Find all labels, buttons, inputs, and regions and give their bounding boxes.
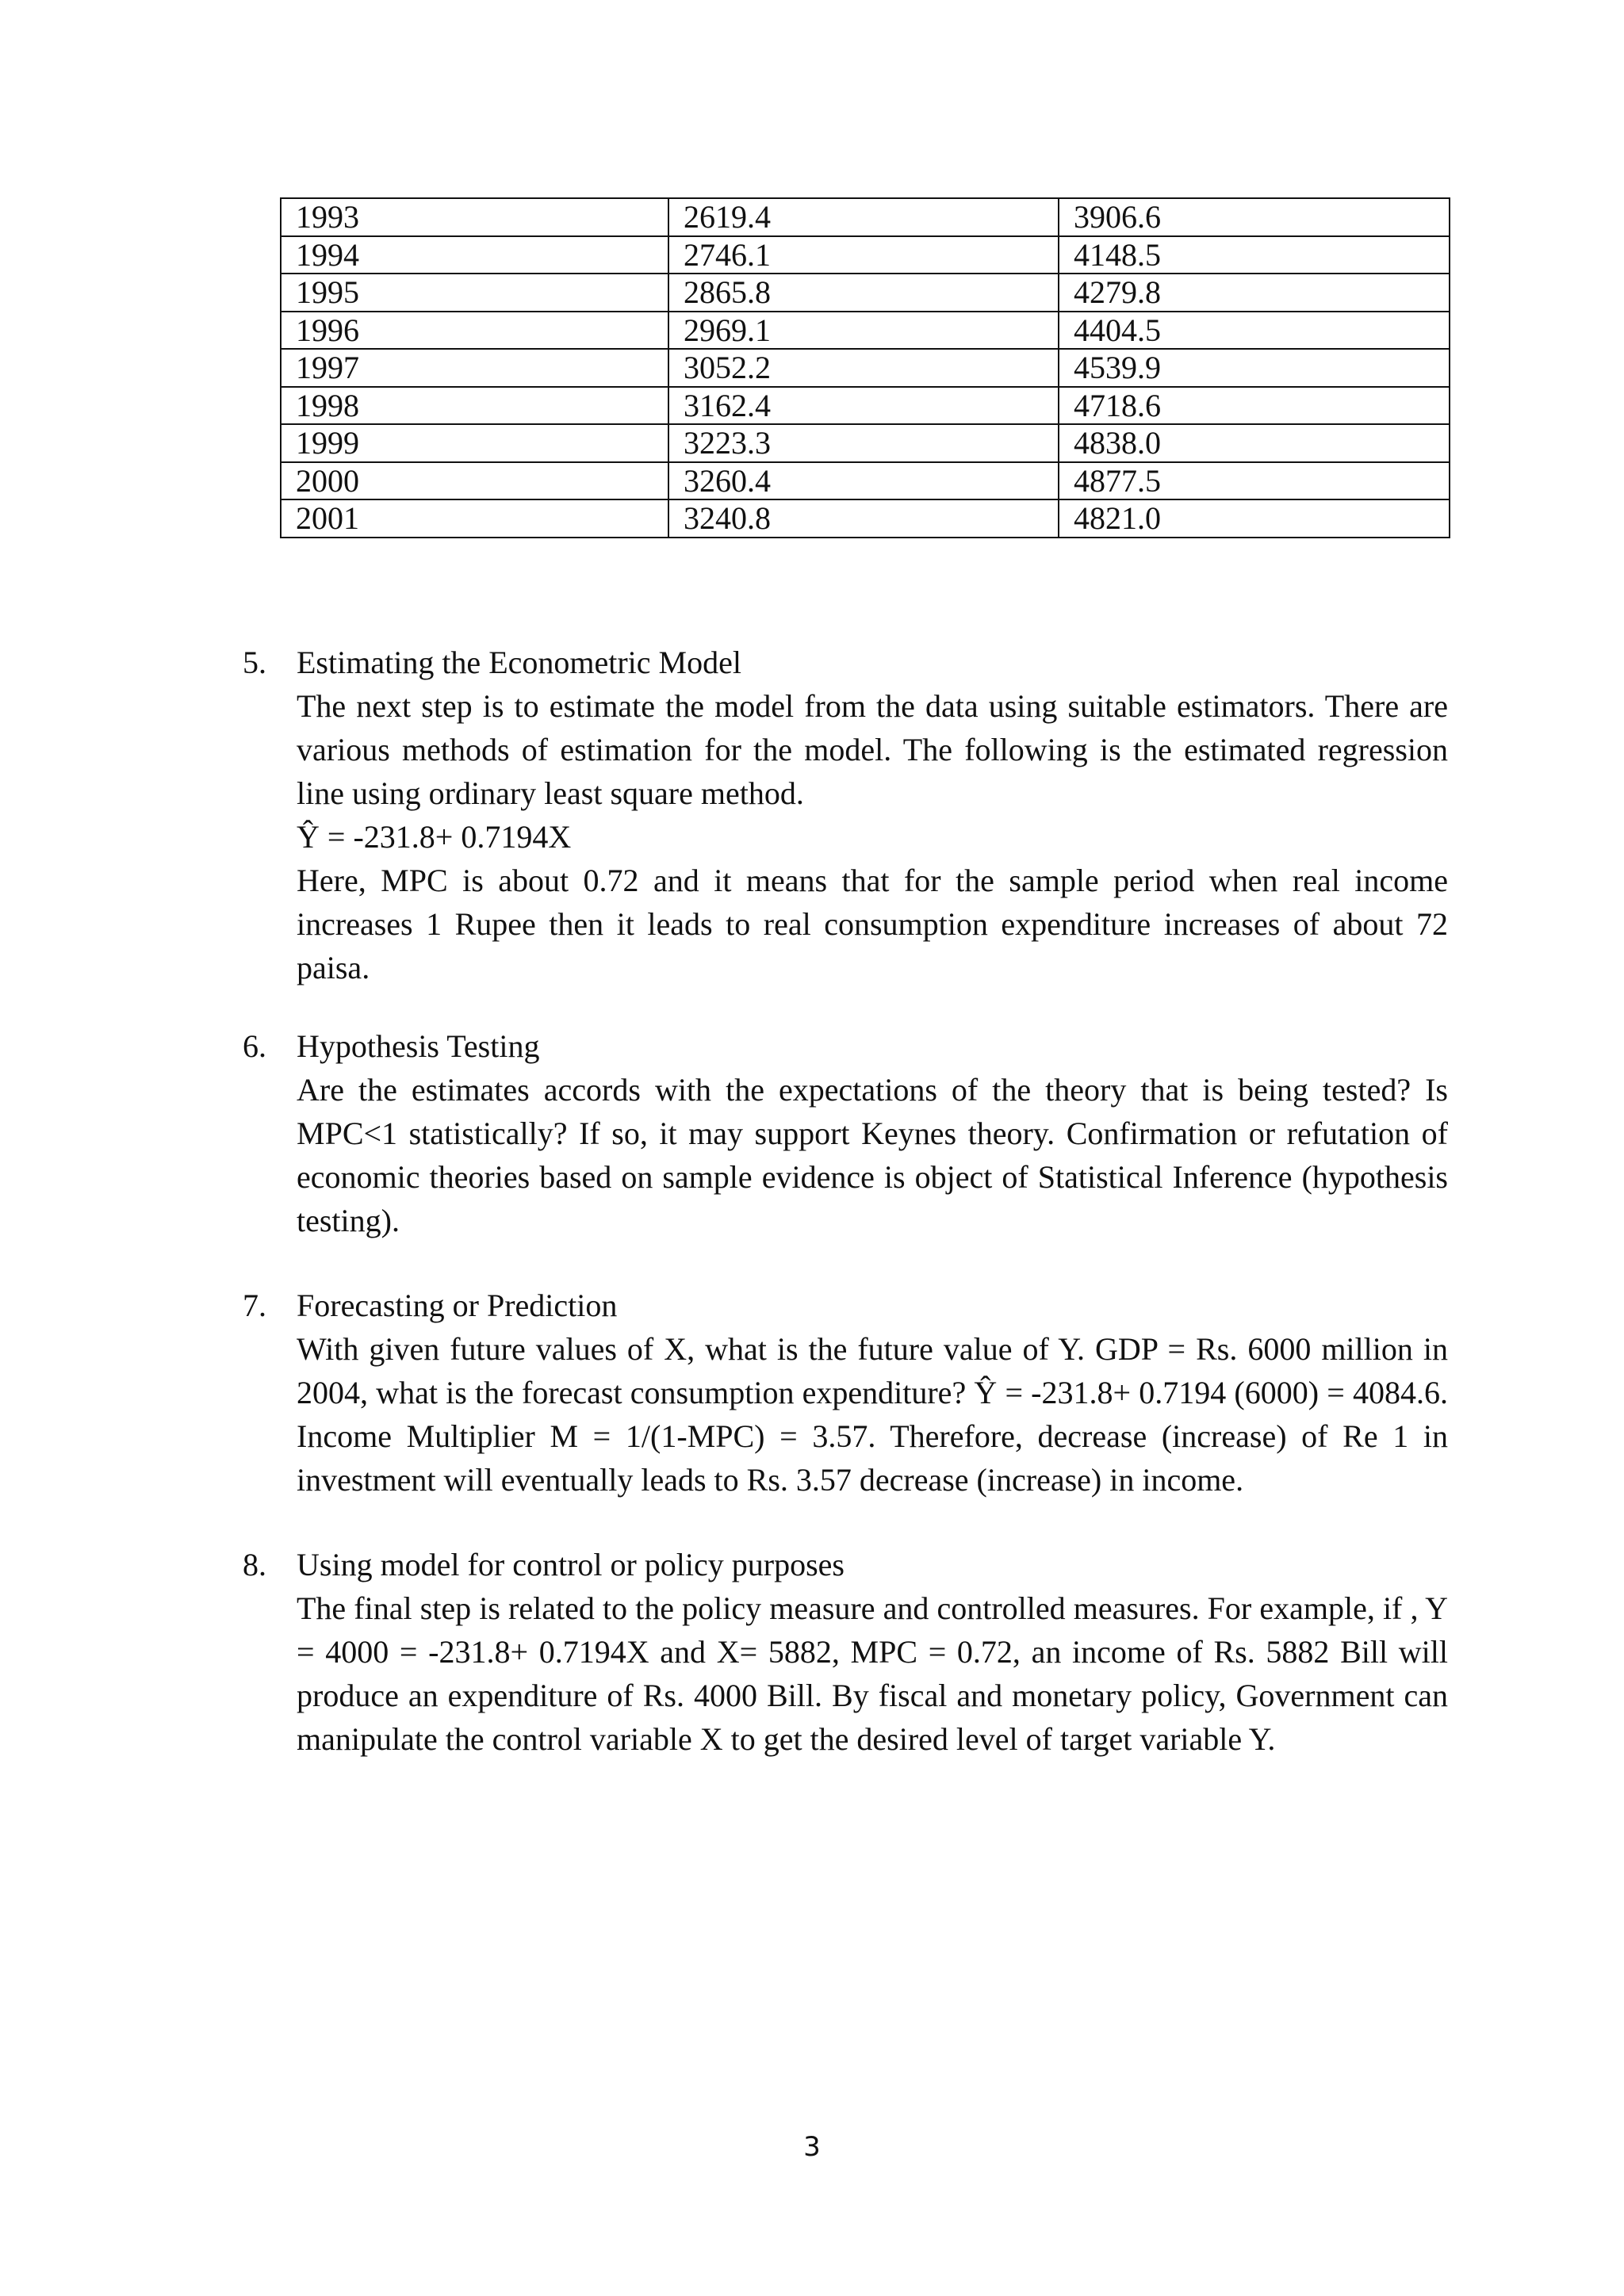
table-cell: 3260.4 — [668, 462, 1059, 500]
section-title: Hypothesis Testing — [297, 1028, 540, 1064]
table-row — [281, 387, 1450, 425]
table-cell: 1995 — [281, 274, 668, 312]
section-hypothesis-testing — [243, 1024, 1448, 1242]
section-intro-paragraph: The next step is to estimate the model from the data using suitable estimators. There are various methods of estimation for the model. The following is the estimated regression line using ordinary least square method. — [297, 688, 1448, 811]
table-cell: 2969.1 — [668, 312, 1059, 350]
table-row — [281, 462, 1450, 500]
table-cell: 2746.1 — [668, 236, 1059, 274]
table-row — [281, 274, 1450, 312]
table-cell: 4718.6 — [1059, 387, 1450, 425]
table-cell: 1994 — [281, 236, 668, 274]
section-paragraph: With given future values of X, what is the future value of Y. GDP = Rs. 6000 million in 2004, what is the forecast consumption expenditure? Ŷ = -231.8+ 0.7194 (6000) = 4084.6. Income Multiplier M = 1/(1-MPC) = 3.57. Therefore, decrease (increase) of Re 1 in investment will eventually leads to Rs. 3.57 decrease (increase) in income. — [297, 1331, 1448, 1498]
table-cell: 4279.8 — [1059, 274, 1450, 312]
table-cell: 1996 — [281, 312, 668, 350]
table-cell: 1999 — [281, 424, 668, 462]
section-body — [297, 1068, 1448, 1242]
table-cell: 4821.0 — [1059, 499, 1450, 538]
table-cell: 2619.4 — [668, 198, 1059, 236]
section-heading — [243, 1024, 1448, 1068]
table-cell: 4148.5 — [1059, 236, 1450, 274]
section-title: Using model for control or policy purposes — [297, 1547, 845, 1582]
section-number: 7. — [243, 1288, 266, 1323]
section-policy-purposes — [243, 1543, 1448, 1761]
table-cell: 3223.3 — [668, 424, 1059, 462]
table-row — [281, 499, 1450, 538]
table-cell: 1998 — [281, 387, 668, 425]
section-body — [297, 1586, 1448, 1761]
data-table — [280, 197, 1450, 538]
table-row — [281, 236, 1450, 274]
regression-equation: Ŷ = -231.8+ 0.7194X — [297, 819, 572, 855]
section-title: Forecasting or Prediction — [297, 1288, 618, 1323]
section-body — [297, 684, 1448, 989]
page-number: 3 — [803, 2131, 821, 2163]
section-number: 8. — [243, 1547, 266, 1582]
table-row — [281, 349, 1450, 387]
table-cell: 3052.2 — [668, 349, 1059, 387]
table-row — [281, 198, 1450, 236]
table-cell: 2865.8 — [668, 274, 1059, 312]
table-cell: 4838.0 — [1059, 424, 1450, 462]
section-paragraph: Are the estimates accords with the expectations of the theory that is being tested? Is MPC<1 statistically? If so, it may support Keynes theory. Confirmation or refutation of economic theories based on sample evidence is object of Statistical Inference (hypothesis testing). — [297, 1072, 1448, 1238]
section-body — [297, 1327, 1448, 1502]
table-cell: 1993 — [281, 198, 668, 236]
table-cell: 3906.6 — [1059, 198, 1450, 236]
table-cell: 3240.8 — [668, 499, 1059, 538]
table-cell: 2001 — [281, 499, 668, 538]
section-paragraph: The final step is related to the policy measure and controlled measures. For example, if , Y = 4000 = -231.8+ 0.7194X and X= 5882, MPC = 0.72, an income of Rs. 5882 Bill will produce an expenditure of Rs. 4000 Bill. By fiscal and monetary policy, Government can manipulate the control variable X to get the desired level of target variable Y. — [297, 1590, 1448, 1757]
table-row — [281, 424, 1450, 462]
section-heading — [243, 641, 1448, 684]
table-row — [281, 312, 1450, 350]
section-forecasting — [243, 1284, 1448, 1502]
section-conclusion-paragraph: Here, MPC is about 0.72 and it means that for the sample period when real income increases 1 Rupee then it leads to real consumption expenditure increases of about 72 paisa. — [297, 863, 1448, 985]
table-cell: 4877.5 — [1059, 462, 1450, 500]
table-cell: 4539.9 — [1059, 349, 1450, 387]
table-cell: 4404.5 — [1059, 312, 1450, 350]
section-number: 5. — [243, 645, 266, 680]
table-cell: 3162.4 — [668, 387, 1059, 425]
section-heading — [243, 1284, 1448, 1327]
section-heading — [243, 1543, 1448, 1586]
table-body — [281, 198, 1450, 538]
section-estimating-model — [243, 641, 1448, 989]
table-cell: 2000 — [281, 462, 668, 500]
section-title: Estimating the Econometric Model — [297, 645, 741, 680]
table-cell: 1997 — [281, 349, 668, 387]
section-number: 6. — [243, 1028, 266, 1064]
